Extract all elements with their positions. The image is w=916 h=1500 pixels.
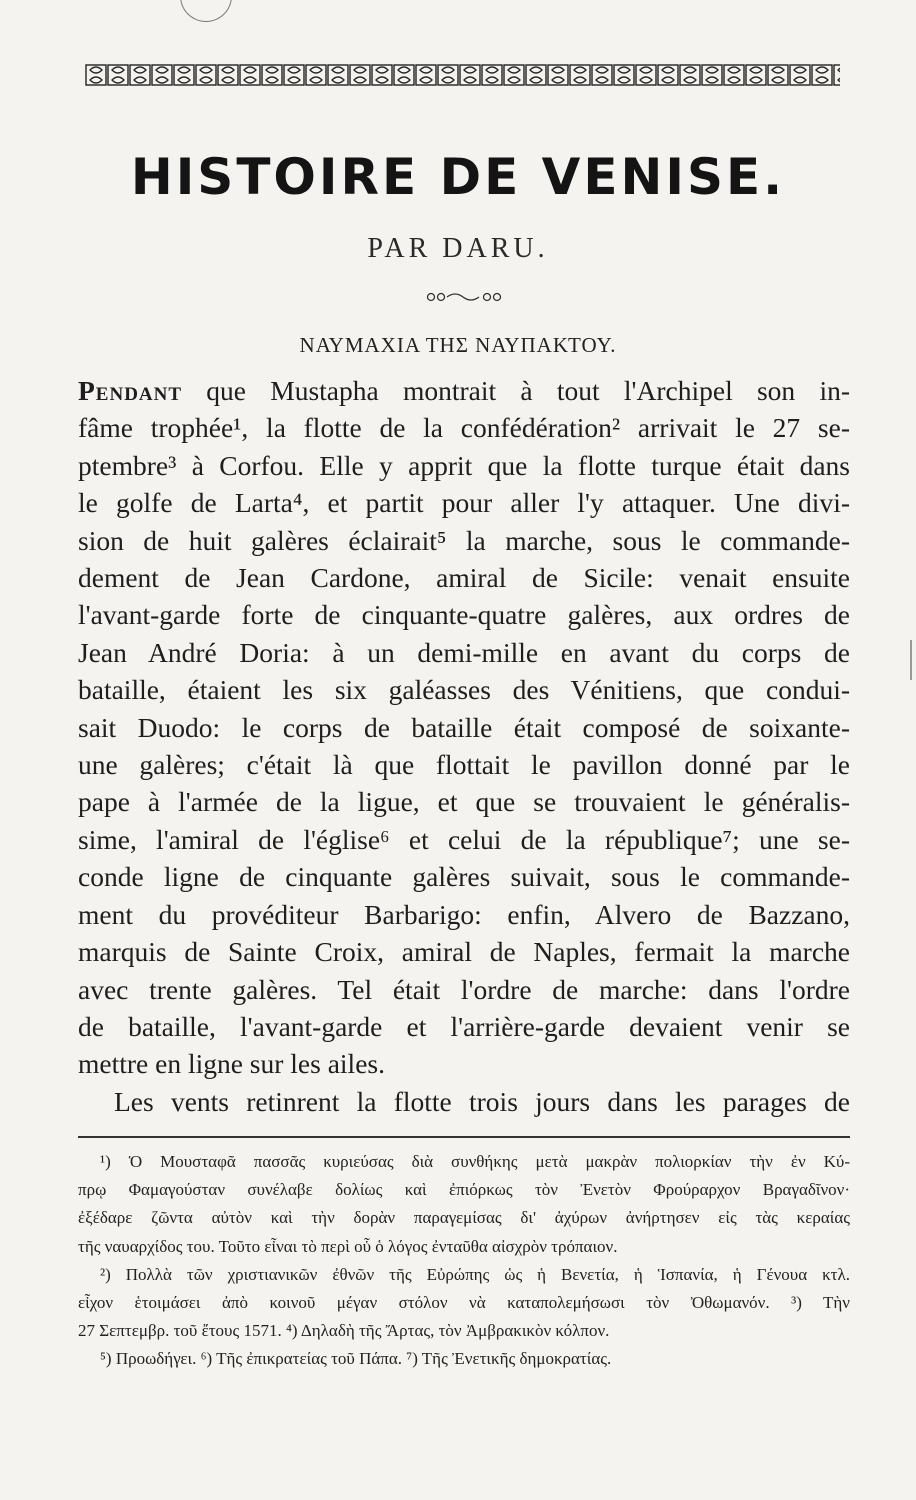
footnote-line: ¹) Ὁ Μουσταφᾶ πασσᾶς κυριεύσας διὰ συνθήκης μετὰ μακρὰν πολιορκίαν τὴν ἐν Κύ- [100, 1152, 850, 1171]
body-line: conde ligne de cinquante galères suivait, sous le commande- [78, 861, 850, 893]
footnote-line: εἶχον ἑτοιμάσει ἀπὸ κοινοῦ μέγαν στόλον νὰ καταπολεμήσωσι τὸν Ὀθωμανόν. ³) Τὴν [78, 1293, 850, 1313]
body-line: une galères; c'était là que flottait le pavillon donné par le [78, 749, 850, 781]
body-line: fâme trophée¹, la flotte de la confédération² arrivait le 27 se- [78, 412, 850, 444]
footnote-line: ⁵) Προωδήγει. ⁶) Τῆς ἐπικρατείας τοῦ Πάπα. ⁷) Τῆς Ἐνετικῆς δημοκρατίας. [100, 1349, 612, 1369]
body-line: marquis de Sainte Croix, amiral de Naples, fermait la marche [78, 936, 850, 968]
footnote-line: ἐξέδαρε ζῶντα αὐτὸν καὶ τὴν δορὰν παραγεμίσας δι' ἀχύρων ἀνήρτησεν εἰς τὰς κεραίας [78, 1208, 850, 1228]
body-line: Jean André Doria: à un demi-mille en avant du corps de [78, 636, 850, 668]
ornamental-border-band [85, 62, 840, 88]
footnote-line: τῆς ναυαρχίδος του. Τοῦτο εἶναι τὸ περὶ οὗ ὁ λόγος ἐνταῦθα αἰσχρὸν τρόπαιον. [78, 1236, 618, 1256]
divider-ornament [425, 290, 505, 304]
body-line: sime, l'amiral de l'église⁶ et celui de la république⁷; une se- [78, 823, 850, 855]
body-line: ptembre³ à Corfou. Elle y apprit que la flotte turque était dans [78, 449, 850, 481]
body-line: avec trente galères. Tel était l'ordre de marche: dans l'ordre [78, 973, 850, 1005]
body-line: ment du provéditeur Barbarigo: enfin, Alvero de Bazzano, [78, 898, 850, 930]
body-line: mettre en ligne sur les ailes. [78, 1048, 385, 1080]
page-corner-mark [180, 0, 232, 22]
body-text [78, 372, 850, 1120]
body-line: l'avant-garde forte de cinquante-quatre galères, aux ordres de [78, 599, 850, 631]
body-line: sion de huit galères éclairait⁵ la marche, sous le commande- [78, 524, 850, 556]
body-line: Les vents retinrent la flotte trois jours dans les parages de [114, 1085, 850, 1117]
footnotes [78, 1148, 850, 1374]
body-line: pape à l'armée de la ligue, et que se trouvaient le généralis- [78, 786, 850, 818]
author-line: PAR DARU. [367, 233, 549, 264]
body-line: dement de Jean Cardone, amiral de Sicile: venait ensuite [78, 562, 850, 594]
page-edge-mark [910, 640, 912, 680]
footnote-line: πρῳ Φαμαγούσταν συνέλαβε δολίως καὶ ἐπιόρκως τὸν Ἐνετὸν Φρούραρχον Βραγαδῖνον· [78, 1180, 850, 1200]
body-line: bataille, étaient les six galéasses des Vénitiens, que condui- [78, 674, 850, 706]
footnote-line: ²) Πολλὰ τῶν χριστιανικῶν ἐθνῶν τῆς Εὐρώπης ὡς ἡ Βενετία, ἡ Ἱσπανία, ἡ Γένουα κτλ. [100, 1264, 850, 1284]
body-line: sait Duodo: le corps de bataille était composé de soixante- [78, 711, 850, 743]
body-line: de bataille, l'avant-garde et l'arrière-garde devaient venir se [78, 1010, 850, 1042]
page-title: HISTOIRE DE VENISE. [130, 148, 786, 206]
body-line: le golfe de Larta⁴, et partit pour aller l'y attaquer. Une divi- [78, 487, 850, 519]
body-line: Pendant que Mustapha montrait à tout l'Archipel son in- [78, 375, 850, 406]
footnote-line: 27 Σεπτεμβρ. τοῦ ἔτους 1571. ⁴) Δηλαδὴ τῆς Ἄρτας, τὸν Ἀμβρακικὸν κόλπον. [78, 1321, 610, 1341]
lead-word: Pendant [78, 375, 183, 406]
section-title: ΝΑΥΜΑΧΙΑ ΤΗΣ ΝΑΥΠΑΚΤΟΥ. [299, 333, 617, 357]
footnote-rule [78, 1136, 850, 1138]
